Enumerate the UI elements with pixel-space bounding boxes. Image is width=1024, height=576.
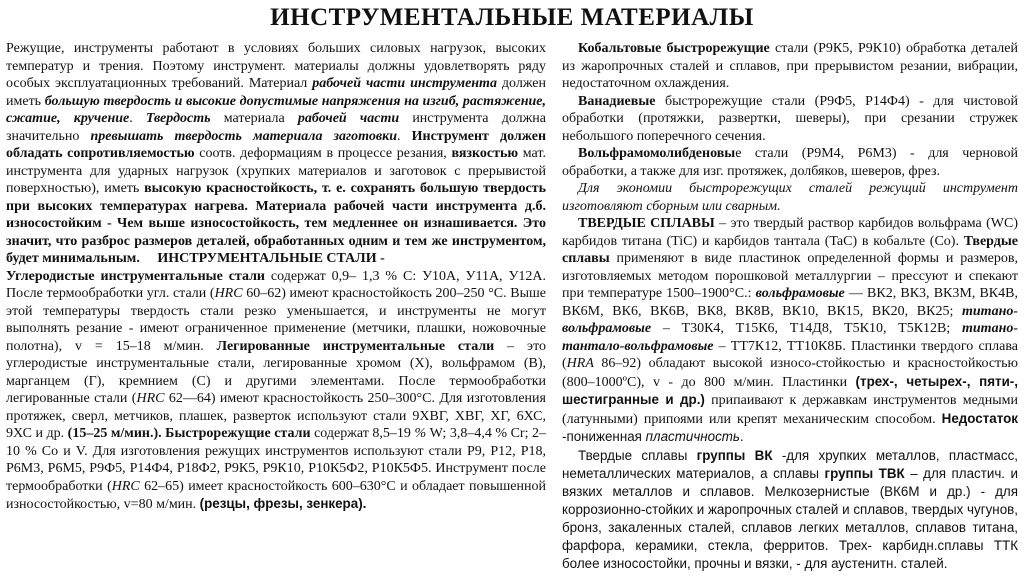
text: HRA [566, 356, 594, 371]
text: группы ВК [696, 447, 773, 463]
text: Для экономии быстрорежущих сталей режущий инструмент изготовляют сборным или сварным. [562, 181, 1018, 214]
text: ТВЕРДЫЕ СПЛАВЫ [578, 216, 715, 231]
text: Инструмент должен обладать сопротивляемостью [6, 128, 547, 161]
text: вязкостью [451, 146, 519, 161]
text: Режущие, инструменты работают в условиях больших силовых нагрузок, высоких температур и трения. Поэтому инструмент. материалы должны удовлетворять ряду особых эксплуатационных требований. Материал [6, 41, 546, 91]
hard-alloys-paragraph [562, 215, 1018, 447]
text: HRC [136, 391, 165, 406]
text: – ТТ7К12, ТТ10К8Б. Пластинки твердого сплава ( [562, 338, 1018, 371]
text: материала [210, 111, 298, 126]
text: Недостаток [941, 410, 1018, 426]
text: HRC [214, 286, 243, 301]
text: -для хрупких металлов, пластмасс, неметаллических материалов, а сплавы [562, 447, 1018, 481]
text: инструмента должна значительно [6, 111, 546, 144]
text: 60–62) имеют красностойкость 200–250 °С. Выше этой температуры твердость стали резко уменьшается, и инструменты не могут выполнять резание - имеют ограниченное применение (метчики, плашки, ножовочные полотна), v = 15–18 м/мин. [6, 286, 546, 354]
text: группы ТВК [824, 465, 905, 481]
text: высокую красностойкость, т. е. сохранять большую твердость при высоких температурах нагрева. Материала рабочей части инструмента д.б. износостойким - Чем выше износостойкость, тем медленнее он изнашивается. Это значит, что разброс размеров деталей, обработанных одним и тем же инструментом, будет минимальным. [6, 181, 546, 266]
text: — ВК2, ВК3, ВК3М, ВК4В, ВК6М, ВК6, ВК6В, ВК8, ВК8В, ВК10, ВК15, ВК20, ВК25; [562, 286, 1018, 319]
text: пластичность [645, 429, 740, 444]
text: превышать твердость материала заготовки [90, 128, 398, 144]
text: 62–65) имеет красностойкость 600–630°С и обладает повышенной износостойкостью, v=80 м/мин. [6, 478, 546, 512]
text: вольфрамовые [755, 286, 845, 301]
text: рабочей части [297, 111, 400, 126]
text: – для пластич. и вязких металлов и сплавов. Мелкозернистые (ВК6М и др.) - для коррозионно-стойких и жаропрочных сталей и сплавов, твердых чугунов, бронз, закаленных сталей, сплавов легких металлов, сплавов титана, фарфора, керамики, стекла, ферритов. Трех- карбидн.сплавы ТТК более износостойки, прочны и вязки, - для аустенитн. сталей. [562, 465, 1019, 571]
text: – это углеродистые инструментальные стали, легированные хромом (Х), вольфрамом (В), марганцем (Г), кремнием (С) и другими элементами. После термообработки легированные стали ( [6, 338, 546, 406]
text: стали (Р9К5, Р9К10) обработка деталей из жаропрочных сталей и сплавов, при прерывистом резании, вибрации, недостаточном охлаждения. [562, 41, 1018, 91]
economy-paragraph [562, 180, 1018, 215]
text: Твердые сплавы [562, 233, 1018, 266]
right-column [562, 40, 1018, 573]
text: (резцы, фрезы, зенкера). [199, 496, 367, 511]
text: Вольфрамомолибденовы [578, 146, 736, 161]
page-title: ИНСТРУМЕНТАЛЬНЫЕ МАТЕРИАЛЫ [270, 4, 754, 31]
text: титано-вольфрамовые [562, 303, 1018, 336]
text: Легированные инструментальные стали [216, 338, 495, 354]
text: 62—64) имеют красностойкость 250–300°С. Для изготовления протяжек, сверл, метчиков, плашек, разверток используют стали 9ХВГ, ХВГ, ХГ, 6ХС, 9ХС и др. [6, 391, 546, 441]
text: . [739, 430, 744, 445]
left-column [6, 40, 546, 514]
text: Ванадиевые [578, 93, 656, 109]
text: HRC [111, 478, 140, 494]
text: соотв. деформациям в процессе резания, [194, 146, 452, 161]
text: должен иметь [6, 76, 547, 109]
text: содержат 8,5–19 [310, 426, 415, 441]
text: припаивают к державкам инструментов медными (латунными) припоями или крепят механическим способом. [562, 393, 1018, 427]
text: – Т30К4, Т15К6, Т14Д8, Т5К10, Т5К12В; [651, 321, 962, 336]
text: W; 3,8–4,4 % Cr; 2–10 % Со и V. Для изготовления режущих инструментов используют стали Р9, Р12, Р18, Р6М3, Р6М5, Р9Ф5, Р14Ф4, Р18Ф2, Р9К5, Р9К10, Р10К5Ф2, Р10К5Ф5. Инструмент после термообработки ( [6, 426, 547, 494]
alloy-groups-paragraph [562, 447, 1018, 573]
text: -пониженная [562, 429, 646, 444]
text: Кобальтовые быстрорежущие [578, 41, 770, 56]
text: быстрорежущие стали (Р9Ф5, Р14Ф4) - для чистовой обработки (протяжки, развертки, шеверы), при срезании стружек небольшого поперечного сечения. [562, 93, 1018, 144]
tungsten-molybdenum-paragraph [562, 145, 1018, 180]
text: (15–25 м/мин.). Быстрорежущие стали [67, 426, 311, 441]
text: применяют в виде пластинок определенной формы и размеров, изготовляемых методом порошковой металлургии – прессуют и спекают при температуре 1500–1900°С.: [562, 251, 1018, 301]
section-heading: ИНСТРУМЕНТАЛЬНЫЕ СТАЛИ - [139, 251, 385, 266]
text: Твердые сплавы [578, 447, 697, 463]
cobalt-paragraph [562, 40, 1018, 93]
intro-paragraph [6, 40, 546, 514]
text: (трех-, четырех-, пяти-, шестигранные и др.) [562, 373, 1018, 407]
text: большую твердость и высокие допустимые напряжения на изгиб, растяжение, сжатие, кручение [6, 93, 546, 126]
text: . [129, 111, 146, 126]
text: мат. инструмента для ударных нагрузок (хрупких материалов и заготовок с прерывистой поверхностью), иметь [6, 146, 546, 196]
text: Углеродистые инструментальные стали [6, 268, 265, 284]
text: % [414, 426, 427, 441]
text: Твердость [145, 111, 211, 126]
text: рабочей части инструмента [312, 76, 497, 91]
text: 86–92) обладают высокой износо-стойкостью и красностойкостью (800–1000ºС), v - до 800 м/мин. Пластинки [562, 356, 1018, 390]
text: . [397, 128, 412, 144]
vanadium-paragraph [562, 93, 1018, 146]
text: – это твердый раствор карбидов вольфрама (WC) карбидов титана (TiC) и карбидов тантала (TaC) в кобальте (Co). [562, 216, 1018, 249]
text: содержат 0,9– 1,3 % С: У10А, У11А, У12А. После термообработки угл. стали ( [6, 268, 546, 301]
text: титано-танталo-вольфрамовые [562, 321, 1018, 354]
text: е стали (Р9М4, Р6М3) - для черновой обработки, а также для изг. протяжек, долбяков, шеверов, фрез. [562, 146, 1018, 179]
